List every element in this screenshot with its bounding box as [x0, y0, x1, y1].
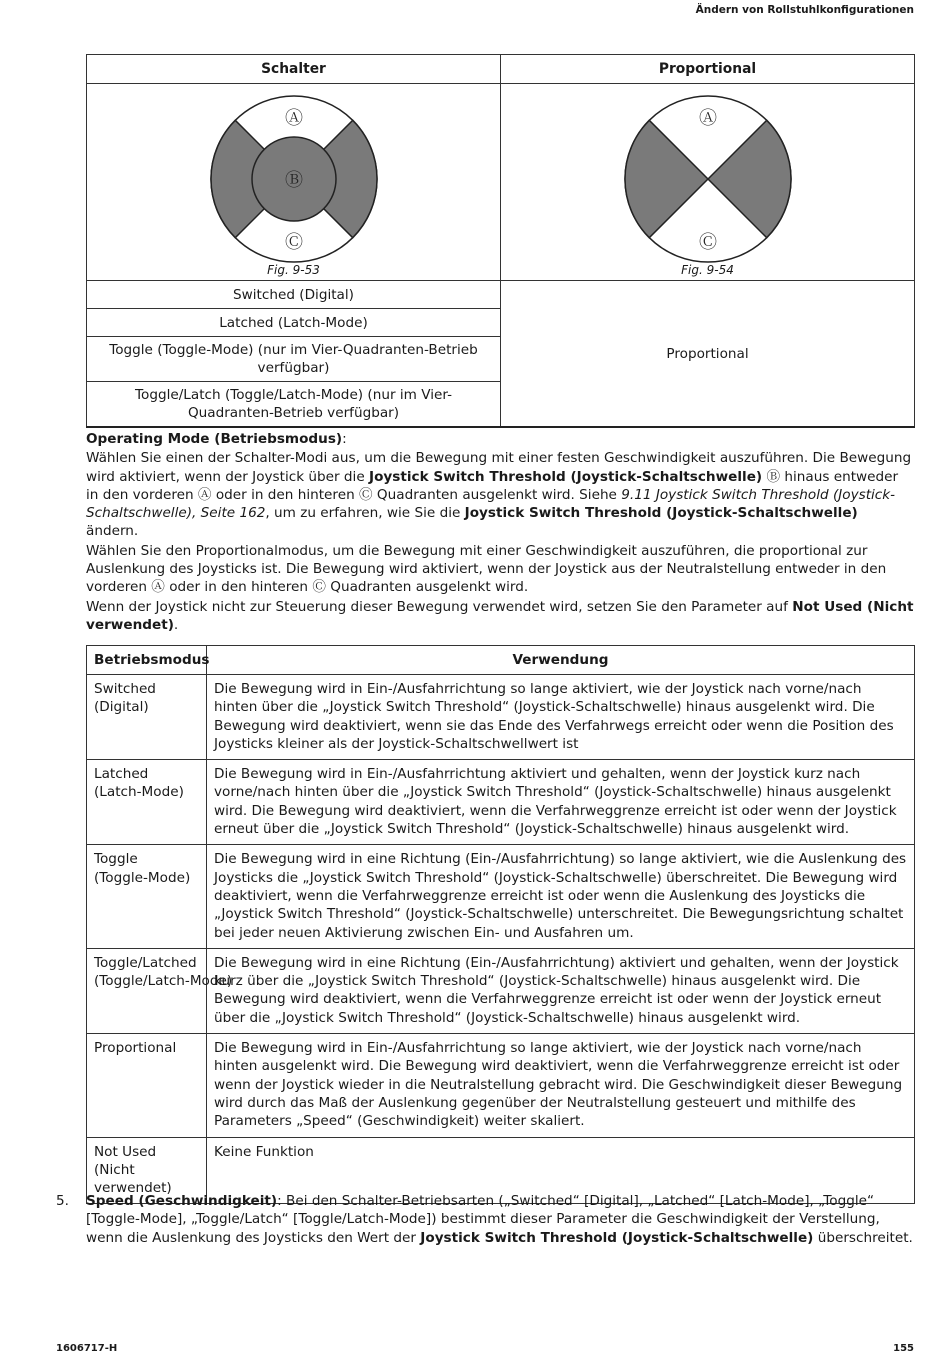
row-use: Die Bewegung wird in Ein-/Ausfahrrichtung so lange aktiviert, wie der Joystick nach vorne/nach hinten über die „Joystick Switch Threshold“ (Joystick-Schaltschwelle) hinaus ausgelenkt wird. Die Bewegung wird deaktiviert, wenn sie das Ende des Verfahrwegs erreicht oder wenn die Position des Joysticks kleiner als der Joystick-Schaltschwellwert ist: [207, 675, 915, 760]
running-header: Ändern von Rollstuhlkonfigurationen: [695, 4, 914, 16]
mode-switched: Switched (Digital): [87, 281, 501, 309]
row-mode: Proportional: [87, 1034, 207, 1137]
usage-header-mode: Betriebsmodus: [87, 646, 207, 675]
usage-header-use: Verwendung: [207, 646, 915, 675]
row-mode: Not Used (Nicht verwendet): [87, 1137, 207, 1204]
row-use: Die Bewegung wird in eine Richtung (Ein-/Ausfahrrichtung) aktiviert und gehalten, wenn der Joystick kurz über die „Joystick Switch Threshold“ (Joystick-Schaltschwelle) hinaus ausgelenkt wird. Die Bewegung wird deaktiviert, wenn die Verfahrweggrenze erreicht ist oder wenn der Joystick erneut über die „Joystick Switch Threshold“ (Joystick-Schaltschwelle) hinaus ausgelenkt wird.: [207, 948, 915, 1033]
row-mode: Toggle/Latched (Toggle/Latch-Mode): [87, 948, 207, 1033]
list-number: 5.: [56, 1193, 69, 1209]
row-use: Die Bewegung wird in eine Richtung (Ein-/Ausfahrrichtung) so lange aktiviert, wie die Auslenkung des Joysticks die „Joystick Switch Threshold“ (Joystick-Schaltschwelle) überschreitet. Die Bewegung wird deaktiviert, wenn die Verfahrweggrenze erreicht ist oder wenn die Auslenkung des Joysticks die „Joystick Switch Threshold“ (Joystick-Schaltschwelle) unterschreitet. Die Bewegungsrichtung schaltet bei jeder neuen Aktivierung zwischen Ein- und Ausfahren um.: [207, 845, 915, 948]
proportional-quadrant-diagram: [623, 94, 793, 264]
doc-number: 1606717-H: [56, 1343, 118, 1354]
switch-quadrant-diagram: [209, 94, 379, 264]
mode-proportional: Proportional: [501, 281, 915, 428]
table-row: [87, 760, 915, 845]
table-row: [87, 948, 915, 1033]
row-mode: Latched (Latch-Mode): [87, 760, 207, 845]
col-header-switch: Schalter: [87, 55, 501, 84]
cross-reference-link[interactable]: 9.11 Joystick Switch Threshold (Joystick-Schaltschwelle), Seite 162: [86, 486, 896, 522]
figure-table: [86, 54, 915, 428]
operating-mode-paragraph-1: Wählen Sie einen der Schalter-Modi aus, um die Bewegung mit einer festen Geschwindigkeit auszuführen. Die Bewegung wird aktiviert, wenn der Joystick über die Joystick Switch Threshold (Joystick-Schaltschwelle) Ⓑ hinaus entweder in den vorderen Ⓐ oder in den hinteren Ⓒ Quadranten ausgelenkt wird. Siehe 9.11 Joystick Switch Threshold (Joystick-Schaltschwelle), Seite 162, um zu erfahren, wie Sie die Joystick Switch Threshold (Joystick-Schaltschwelle) ändern.: [86, 450, 912, 540]
row-mode: Switched (Digital): [87, 675, 207, 760]
operating-mode-paragraph-3: Wenn der Joystick nicht zur Steuerung dieser Bewegung verwendet wird, setzen Sie den Parameter auf Not Used (Nicht verwendet).: [86, 598, 914, 633]
marker-a: Ⓐ: [284, 108, 303, 129]
mode-toggle-latch: Toggle/Latch (Toggle/Latch-Mode) (nur im Vier-Quadranten-Betrieb verfügbar): [87, 382, 501, 428]
operating-mode-paragraph-2: Wählen Sie den Proportionalmodus, um die Bewegung mit einer Geschwindigkeit auszuführen, die proportional zur Auslenkung des Joysticks ist. Die Bewegung wird aktiviert, wenn der Joystick aus der Neutralstellung entweder in den vorderen Ⓐ oder in den hinteren Ⓒ Quadranten ausgelenkt wird.: [86, 542, 887, 596]
row-mode: Toggle (Toggle-Mode): [87, 845, 207, 948]
table-row: [87, 845, 915, 948]
marker-b: Ⓑ: [284, 170, 303, 191]
figure-caption-proportional: Fig. 9-54: [681, 263, 734, 277]
page-number: 155: [893, 1343, 914, 1354]
marker-a: Ⓐ: [698, 108, 717, 129]
marker-c: Ⓒ: [698, 232, 717, 253]
usage-table: [86, 645, 915, 1204]
col-header-proportional: Proportional: [501, 55, 915, 84]
row-use: Keine Funktion: [207, 1137, 915, 1204]
marker-c: Ⓒ: [284, 232, 303, 253]
operating-mode-heading: Operating Mode (Betriebsmodus):: [86, 431, 347, 447]
mode-toggle: Toggle (Toggle-Mode) (nur im Vier-Quadranten-Betrieb verfügbar): [87, 337, 501, 382]
operating-mode-section: [86, 430, 914, 634]
row-use: Die Bewegung wird in Ein-/Ausfahrrichtung so lange aktiviert, wie der Joystick nach vorne/nach hinten ausgelenkt wird. Die Bewegung wird deaktiviert, wenn die Verfahrweggrenze erreicht ist oder wenn der Joystick wieder in die Neutralstellung gebracht wird. Die Geschwindigkeit dieser Bewegung wird durch das Maß der Auslenkung gegenüber der Neutralstellung gesteuert und mithilfe des Parameters „Speed“ (Geschwindigkeit) weiter skaliert.: [207, 1034, 915, 1137]
mode-latched: Latched (Latch-Mode): [87, 309, 501, 337]
figure-switch-cell: [87, 84, 501, 281]
figure-proportional-cell: [501, 84, 915, 281]
figure-caption-switch: Fig. 9-53: [267, 263, 320, 277]
table-row: [87, 675, 915, 760]
speed-paragraph: Speed (Geschwindigkeit): Bei den Schalter-Betriebsarten („Switched“ [Digital], „Latched“ [Latch-Mode], „Toggle“ [Toggle-Mode], „Toggle/Latch“ [Toggle/Latch-Mode]) bestimmt dieser Parameter die Geschwindigkeit der Verstellung, wenn die Auslenkung des Joysticks den Wert der Joystick Switch Threshold (Joystick-Schaltschwelle) überschreitet.: [86, 1193, 913, 1246]
table-row: [87, 1034, 915, 1137]
row-use: Die Bewegung wird in Ein-/Ausfahrrichtung aktiviert und gehalten, wenn der Joystick kurz nach vorne/nach hinten über die „Joystick Switch Threshold“ (Joystick-Schaltschwelle) hinaus ausgelenkt wird. Die Bewegung wird deaktiviert, wenn die Verfahrweggrenze erreicht ist oder wenn der Joystick erneut über die „Joystick Switch Threshold“ (Joystick-Schaltschwelle) hinaus ausgelenkt wird.: [207, 760, 915, 845]
